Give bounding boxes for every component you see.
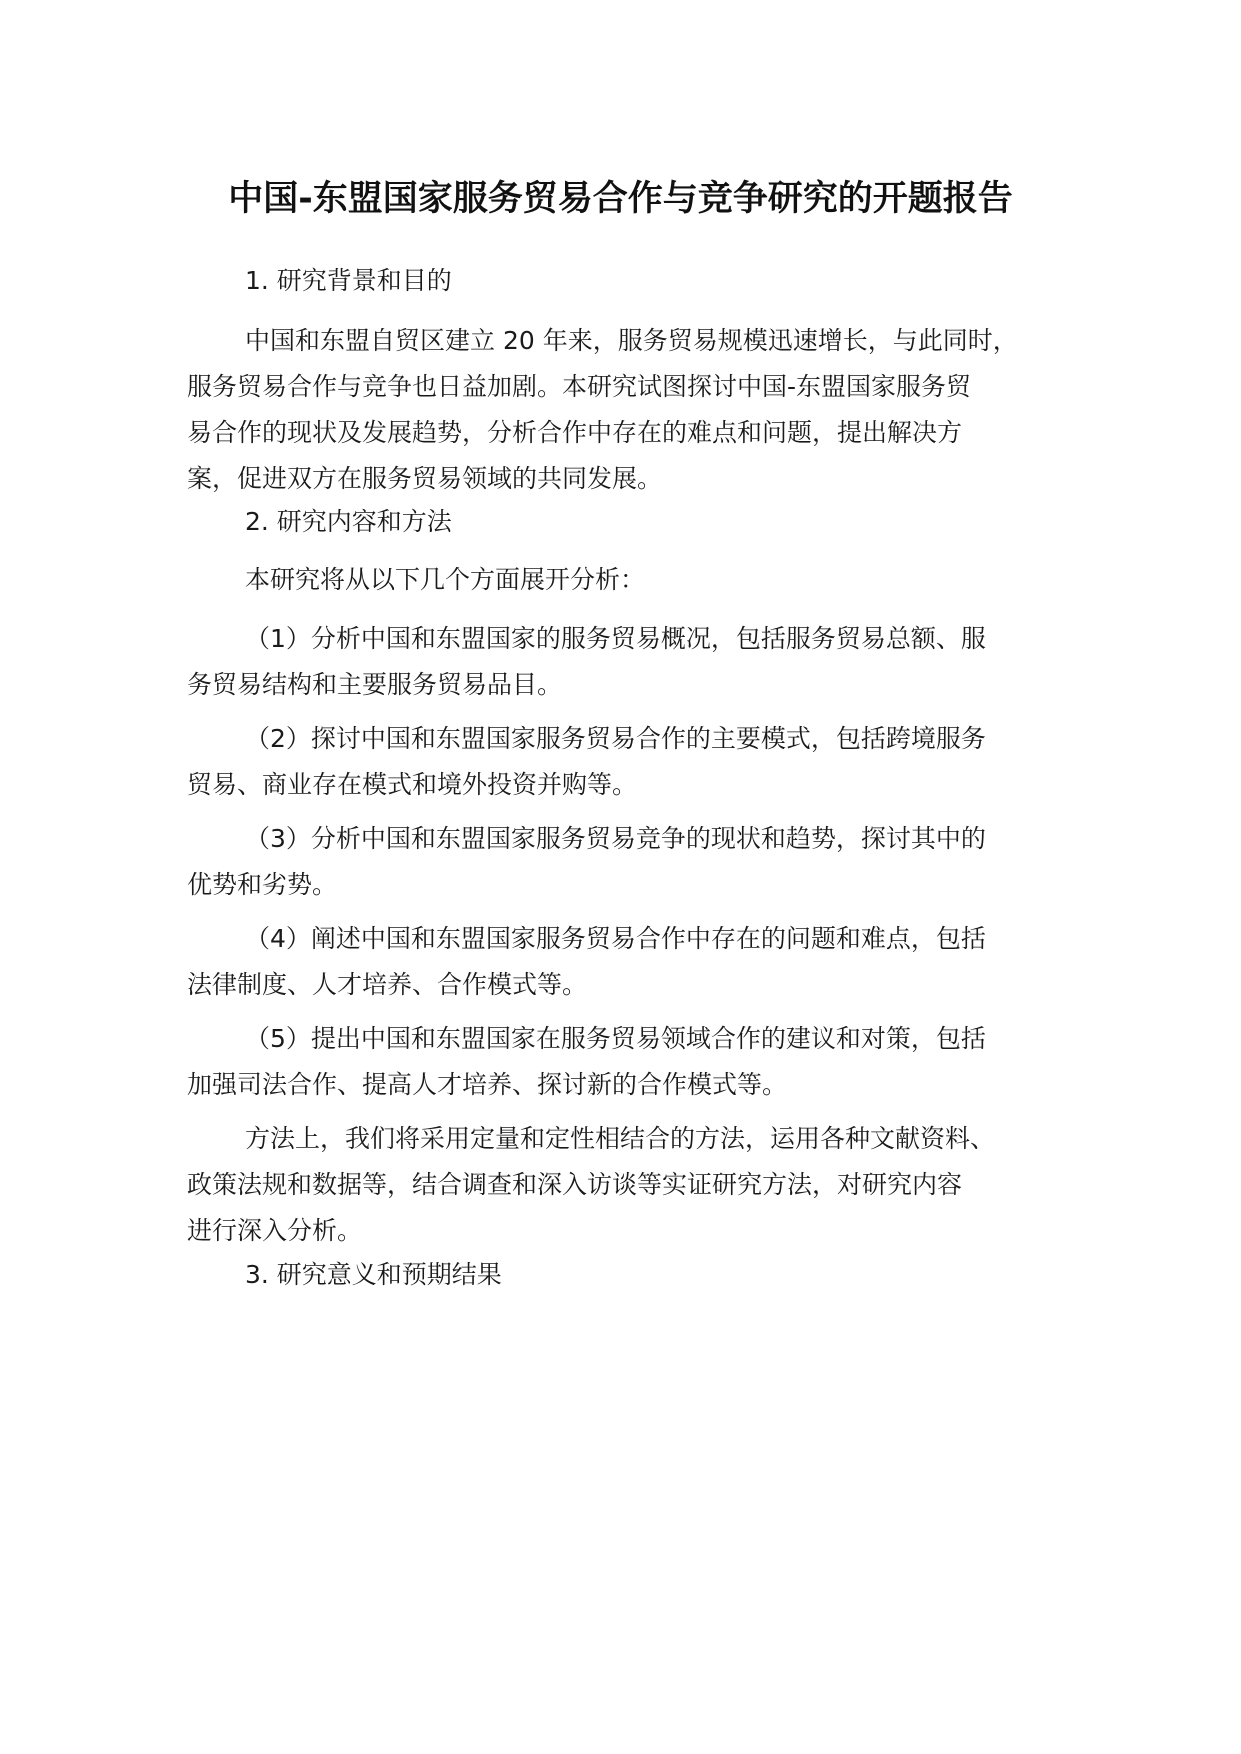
paragraph-line: 优势和劣势。 [187, 870, 338, 899]
heading-text: 3. 研究意义和预期结果 [245, 1260, 502, 1289]
paragraph-line: 服务贸易合作与竞争也日益加剧。本研究试图探讨中国-东盟国家服务贸 [187, 372, 972, 401]
heading-text: 1. 研究背景和目的 [245, 266, 452, 295]
section-heading-2 [187, 499, 1087, 545]
paragraph-line: （3）分析中国和东盟国家服务贸易竞争的现状和趋势，探讨其中的 [245, 824, 986, 853]
list-item-2 [187, 716, 1087, 808]
paragraph-line: （5）提出中国和东盟国家在服务贸易领域合作的建议和对策，包括 [245, 1024, 986, 1053]
list-item-1 [187, 616, 1087, 708]
paragraph-line: （4）阐述中国和东盟国家服务贸易合作中存在的问题和难点，包括 [245, 924, 986, 953]
section-heading-1 [187, 258, 1087, 304]
document-title: 中国-东盟国家服务贸易合作与竞争研究的开题报告 [228, 179, 1013, 219]
list-item-3 [187, 816, 1087, 908]
paragraph-line: 进行深入分析。 [187, 1216, 363, 1245]
paragraph-line: 方法上，我们将采用定量和定性相结合的方法，运用各种文献资料、 [245, 1124, 996, 1153]
paragraph-intro [187, 557, 1087, 603]
paragraph-line: 务贸易结构和主要服务贸易品目。 [187, 670, 563, 699]
paragraph-line: 加强司法合作、提高人才培养、探讨新的合作模式等。 [187, 1070, 788, 1099]
paragraph-line: 贸易、商业存在模式和境外投资并购等。 [187, 770, 638, 799]
section-heading-3 [187, 1252, 1087, 1298]
paragraph-line: 政策法规和数据等，结合调查和深入访谈等实证研究方法，对研究内容 [187, 1170, 963, 1199]
list-item-5 [187, 1016, 1087, 1108]
paragraph-line: 案，促进双方在服务贸易领域的共同发展。 [187, 464, 663, 493]
paragraph-line: 法律制度、人才培养、合作模式等。 [187, 970, 588, 999]
paragraph-background [187, 318, 1087, 502]
list-item-4 [187, 916, 1087, 1008]
paragraph-method [187, 1116, 1087, 1254]
paragraph-line: （2）探讨中国和东盟国家服务贸易合作的主要模式，包括跨境服务 [245, 724, 986, 753]
paragraph-line: 中国和东盟自贸区建立 20 年来，服务贸易规模迅速增长，与此同时， [245, 326, 1018, 355]
paragraph-line: （1）分析中国和东盟国家的服务贸易概况，包括服务贸易总额、服 [245, 624, 986, 653]
heading-text: 2. 研究内容和方法 [245, 507, 452, 536]
paragraph-line: 易合作的现状及发展趋势，分析合作中存在的难点和问题，提出解决方 [187, 418, 963, 447]
paragraph-line: 本研究将从以下几个方面展开分析： [245, 565, 646, 594]
